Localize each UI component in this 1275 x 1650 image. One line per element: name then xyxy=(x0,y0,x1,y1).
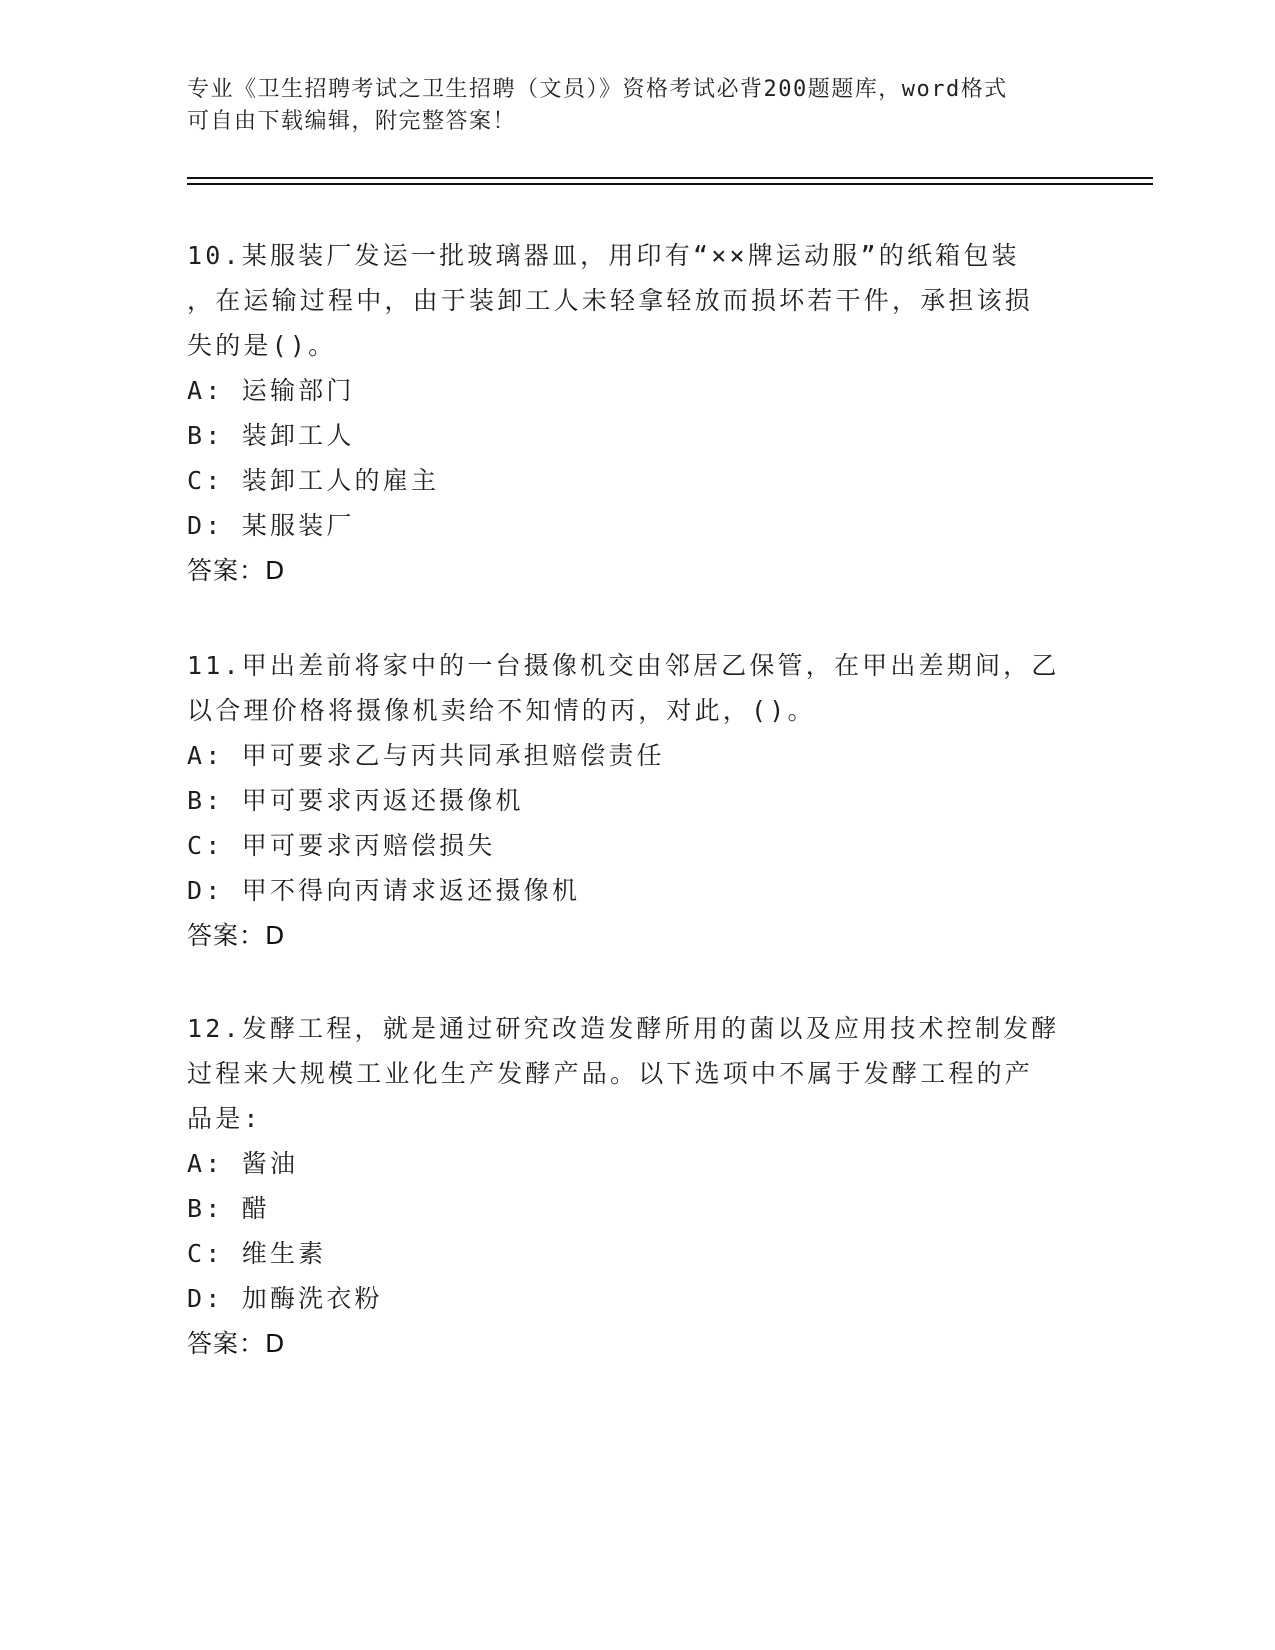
option-d: D: 某服装厂 xyxy=(187,511,355,540)
option-d: D: 甲不得向丙请求返还摄像机 xyxy=(187,876,581,905)
header-divider-top xyxy=(187,177,1153,179)
question-stem-line: 11.甲出差前将家中的一台摄像机交由邻居乙保管，在甲出差期间，乙 xyxy=(187,651,1060,680)
question-stem-line: 品是: xyxy=(187,1104,262,1133)
question-11 xyxy=(187,643,1087,958)
header-title-line-2: 可自由下载编辑，附完整答案！ xyxy=(187,109,517,134)
question-stem-line: 10.某服装厂发运一批玻璃器皿，用印有“××牌运动服”的纸箱包装 xyxy=(187,241,1020,270)
question-stem-line: 12.发酵工程，就是通过研究改造发酵所用的菌以及应用技术控制发酵 xyxy=(187,1014,1060,1043)
header-title-line-1: 专业《卫生招聘考试之卫生招聘（文员）》资格考试必背200题题库，word格式 xyxy=(187,77,1008,102)
option-b: B: 装卸工人 xyxy=(187,421,355,450)
answer-line: 答案：D xyxy=(187,1329,286,1358)
option-c: C: 装卸工人的雇主 xyxy=(187,466,440,495)
option-d: D: 加酶洗衣粉 xyxy=(187,1284,383,1313)
option-a: A: 运输部门 xyxy=(187,376,355,405)
answer-line: 答案：D xyxy=(187,556,286,585)
question-10 xyxy=(187,233,1087,593)
question-12 xyxy=(187,1006,1087,1366)
option-a: A: 酱油 xyxy=(187,1149,299,1178)
option-b: B: 醋 xyxy=(187,1194,270,1223)
question-stem-line: 过程来大规模工业化生产发酵产品。以下选项中不属于发酵工程的产 xyxy=(187,1059,1034,1088)
question-stem-line: 失的是()。 xyxy=(187,331,337,360)
header-divider-bottom xyxy=(187,183,1153,185)
option-a: A: 甲可要求乙与丙共同承担赔偿责任 xyxy=(187,741,665,770)
question-stem-line: ，在运输过程中，由于装卸工人未轻拿轻放而损坏若干件，承担该损 xyxy=(187,286,1034,315)
option-c: C: 甲可要求丙赔偿损失 xyxy=(187,831,496,860)
document-header xyxy=(187,74,1077,138)
option-c: C: 维生素 xyxy=(187,1239,327,1268)
option-b: B: 甲可要求丙返还摄像机 xyxy=(187,786,524,815)
question-stem-line: 以合理价格将摄像机卖给不知情的丙，对此，()。 xyxy=(187,696,816,725)
answer-line: 答案：D xyxy=(187,921,286,950)
